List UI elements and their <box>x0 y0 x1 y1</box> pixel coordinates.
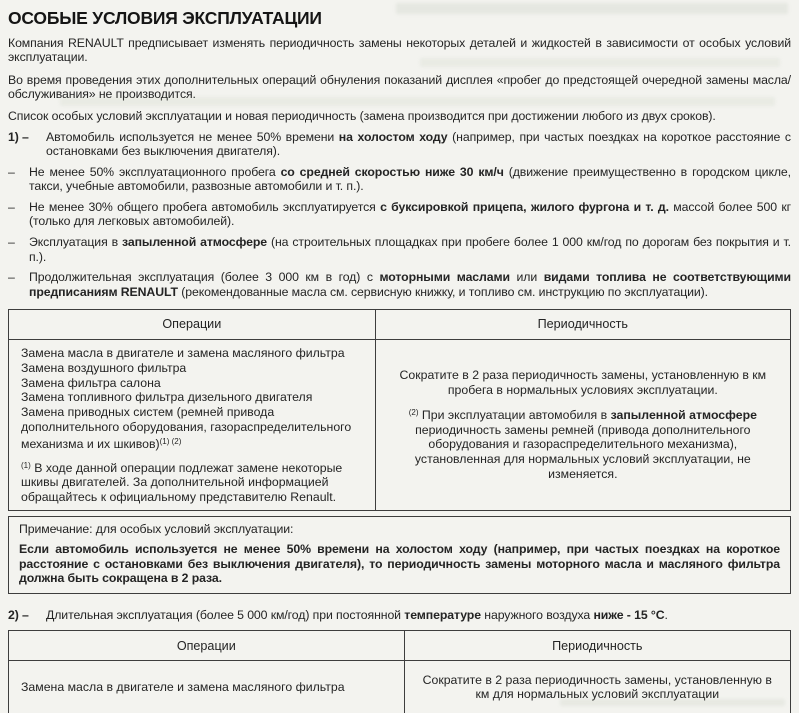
intro-paragraph-2: Во время проведения этих дополнительных операций обнуления показаний дисплея «пробег до предстоящей очередной замены масла/обслуживания» не производится. <box>8 72 791 101</box>
condition-marker: – <box>8 200 15 215</box>
periodicity-cell <box>375 339 790 510</box>
condition-item-towing <box>8 200 791 229</box>
note-body: Если автомобиль используется не менее 50% времени на холостом ходу (например, при частых поездках на короткое расстояние с остановками без выключения двигателя), то периодичность замены моторного масла и масляного фильтра должна быть сокращена в 2 раза. <box>19 541 780 586</box>
condition-text: Автомобиль используется не менее 50% времени на холостом ходу (например, при частых поездках на короткое расстояние с остановками без выключения двигателя). <box>46 129 791 159</box>
condition-marker: – <box>8 235 15 250</box>
column-header-periodicity: Периодичность <box>375 309 790 339</box>
table-header-row <box>9 631 791 661</box>
periodicity-cell: Сократите в 2 раза периодичность замены, установленную в км для нормальных условий эксплуатации <box>404 661 790 713</box>
page-title: ОСОБЫЕ УСЛОВИЯ ЭКСПЛУАТАЦИИ <box>8 8 322 28</box>
operation-line: Замена воздушного фильтра <box>21 360 187 375</box>
operation-line: Замена приводных систем (ремней привода дополнительного оборудования, газораспределительного механизма и их шкивов)$^{(1) (2)}$ <box>21 405 352 451</box>
table-header-row <box>9 309 791 339</box>
condition-marker: 2) – <box>8 608 29 623</box>
operation-line: Замена топливного фильтра дизельного двигателя <box>21 390 313 405</box>
condition-marker: – <box>8 165 15 180</box>
operations-list <box>21 346 365 452</box>
note-box <box>8 516 791 594</box>
column-header-periodicity: Периодичность <box>404 631 790 661</box>
maintenance-table-2 <box>8 630 791 713</box>
note-label: Примечание: для особых условий эксплуатации: <box>19 521 294 536</box>
column-header-operations: Операции <box>9 631 405 661</box>
intro-paragraph-3: Список особых условий эксплуатации и новая периодичность (замена производится при достижении любого из двух сроков). <box>8 109 716 124</box>
condition-text: Эксплуатация в запыленной атмосфере (на строительных площадках при пробеге более 1 000 км/год по дорогам без покрытия и т. п.). <box>29 235 791 264</box>
condition-marker: – <box>8 270 15 285</box>
operation-line: Замена масла в двигателе и замена масляного фильтра <box>21 345 345 360</box>
periodicity-paragraph: Сократите в 2 раза периодичность замены, установленную в км пробега в нормальных условиях эксплуатации. <box>399 368 767 397</box>
column-header-operations: Операции <box>9 309 376 339</box>
operations-cell <box>9 339 376 510</box>
table-row <box>9 339 791 510</box>
maintenance-table-1 <box>8 309 791 511</box>
condition-item-oils-fuel <box>8 270 791 299</box>
operations-cell: Замена масла в двигателе и замена масляного фильтра <box>9 661 405 713</box>
condition-item-1 <box>8 130 791 159</box>
intro-paragraph-1: Компания RENAULT предписывает изменять периодичность замены некоторых деталей и жидкостей в зависимости от особых условий эксплуатации. <box>8 36 791 65</box>
condition-item-idle-speed <box>8 165 791 194</box>
table-row <box>9 661 791 713</box>
condition-text: Длительная эксплуатация (более 5 000 км/год) при постоянной температуре наружного воздуха ниже - 15 °C. <box>46 608 668 623</box>
condition-text: Продолжительная эксплуатация (более 3 000 км в год) с моторными маслами или видами топлива не соответствующими предписаниям RENAULT (рекомендованные масла см. сервисную книжку, и топливо см. инструкцию по эксплуатации). <box>29 270 791 299</box>
condition-marker: 1) – <box>8 129 29 144</box>
footnote-1: $^{(1)}$ В ходе данной операции подлежат замене некоторые шкивы двигателей. За дополнительной информацией обращайтесь к официальному представителю Renault. <box>21 460 343 505</box>
operation-line: Замена фильтра салона <box>21 375 161 390</box>
condition-item-dusty <box>8 235 791 264</box>
condition-text: Не менее 30% общего пробега автомобиль эксплуатируется с буксировкой прицепа, жилого фургона и т. д. массой более 500 кг (только для легковых автомобилей). <box>29 200 791 229</box>
periodicity-footnote-2: $^{(2)}$ При эксплуатации автомобиля в запыленной атмосфере периодичность замены ремней (привода дополнительного оборудования и газораспределительного механизма), установленная для нормальных условий эксплуатации, не изменяется. <box>408 407 757 481</box>
condition-item-2 <box>8 608 791 622</box>
condition-text: Не менее 50% эксплуатационного пробега со средней скоростью ниже 30 км/ч (движение преимущественно в городском цикле, такси, учебные автомобили, развозные автомобили и т. п.). <box>29 165 791 194</box>
